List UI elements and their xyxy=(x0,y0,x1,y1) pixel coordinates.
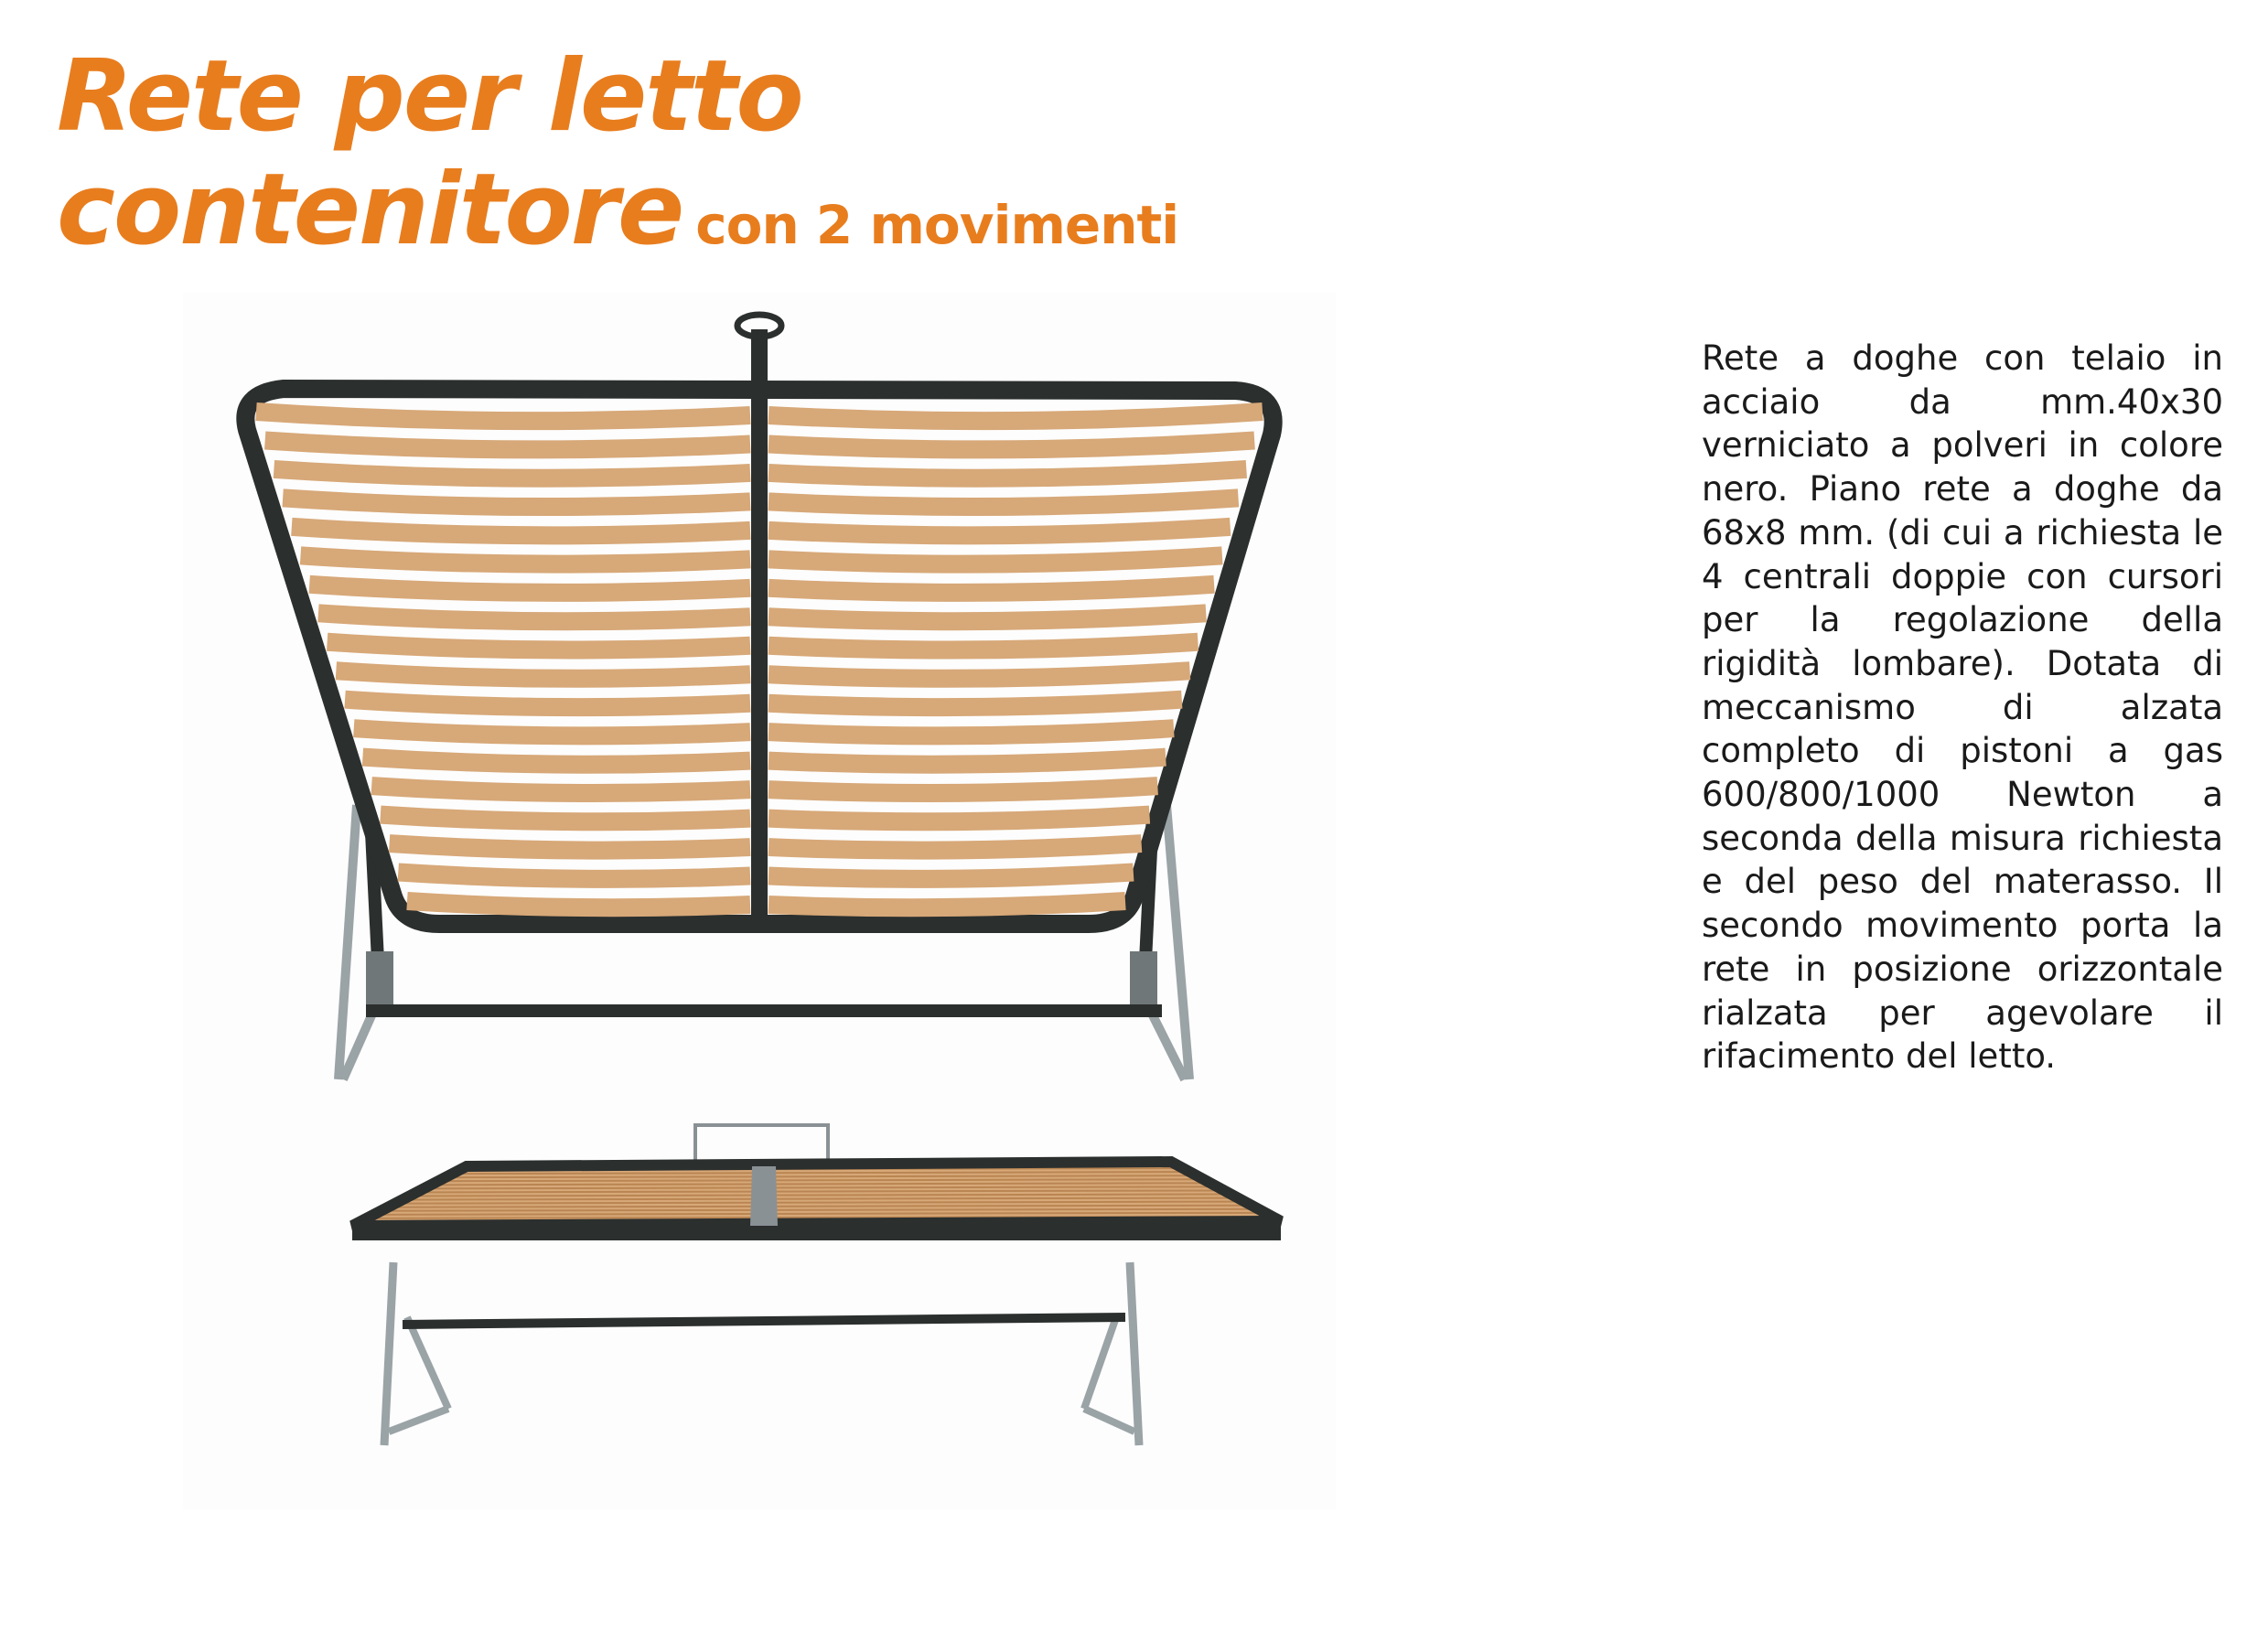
title-subtitle: con 2 movimenti xyxy=(695,194,1179,256)
page-title xyxy=(57,39,1179,267)
slat xyxy=(390,843,750,851)
slat xyxy=(769,440,1254,449)
slat xyxy=(398,873,750,879)
slat xyxy=(345,700,750,707)
slat xyxy=(769,642,1198,650)
slat xyxy=(362,757,750,765)
slat xyxy=(769,873,1134,879)
slat xyxy=(769,498,1239,507)
horizontal-bed-base xyxy=(352,1125,1281,1445)
raised-bed-base xyxy=(245,315,1273,1079)
slat xyxy=(769,757,1166,765)
slat xyxy=(769,901,1125,907)
slat xyxy=(336,671,750,679)
slat xyxy=(769,469,1246,478)
lift-handle-flat xyxy=(695,1125,828,1162)
legs-left xyxy=(384,1262,448,1445)
slat xyxy=(769,585,1214,593)
slat xyxy=(265,440,750,449)
slat xyxy=(769,555,1222,563)
slat xyxy=(318,613,750,621)
product-photo xyxy=(183,293,1336,1509)
slat xyxy=(769,843,1142,851)
slat xyxy=(292,527,750,535)
slat xyxy=(371,786,750,793)
slat xyxy=(328,642,750,650)
slat xyxy=(769,613,1206,621)
slat xyxy=(769,728,1174,735)
slat xyxy=(381,815,750,822)
slat xyxy=(769,815,1149,822)
frame-side-lower xyxy=(352,1226,1281,1240)
slat xyxy=(769,412,1263,421)
slat xyxy=(309,585,750,593)
slat xyxy=(769,700,1182,707)
legs-right xyxy=(1084,1262,1139,1445)
slat xyxy=(283,498,750,507)
product-description: Rete a doghe con telaio in acciaio da mm.40x30 verniciato a polveri in colore nero. Piano rete a doghe da 68x8 mm. (di cui a richiesta le 4 centrali doppie con cursori per la regolazione della rigidità lombare). Dotata di meccanismo di alzata completo di pistoni a gas 600/800/1000 Newton a seconda della misura richiesta e del peso del materasso. Il secondo movimento porta la rete in posizione orizzontale rialzata per agevolare il rifacimento del letto. xyxy=(1702,338,2223,1077)
central-rail-lower xyxy=(750,1166,778,1226)
slat xyxy=(274,469,750,478)
title-line-2 xyxy=(57,153,1179,267)
slat xyxy=(407,901,750,907)
title-line-2-text: contenitore xyxy=(57,153,683,267)
bed-frame-illustration xyxy=(183,293,1336,1509)
slat xyxy=(769,786,1157,793)
slat xyxy=(354,728,750,735)
slat xyxy=(256,412,750,421)
cross-bar-lower xyxy=(403,1317,1125,1325)
slat xyxy=(769,527,1231,535)
slat xyxy=(769,671,1190,679)
title-line-1: Rete per letto xyxy=(57,39,802,154)
slat xyxy=(301,555,750,563)
